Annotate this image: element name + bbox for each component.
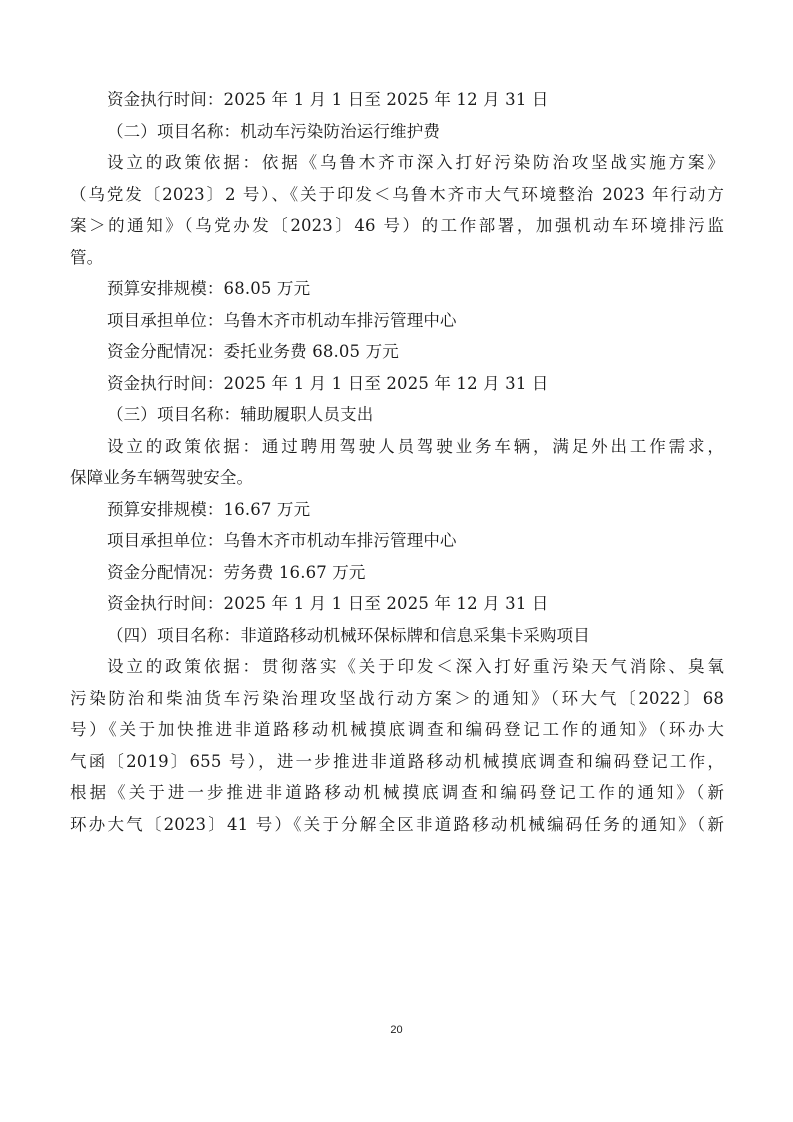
text-line-project-4-basis-cont-5: 环办大气〔2023〕41 号）《关于分解全区非道路移动机械编码任务的通知》（新 bbox=[70, 814, 724, 834]
text-line-project-2-basis-cont-3: 管。 bbox=[70, 247, 104, 267]
text-line-execution-time-1: 资金执行时间：2025 年 1 月 1 日至 2025 年 12 月 31 日 bbox=[107, 90, 549, 109]
page-number: 20 bbox=[390, 1024, 403, 1036]
text-line-project-2-basis: 设立的政策依据：依据《乌鲁木齐市深入打好污染防治攻坚战实施方案》 bbox=[107, 153, 724, 172]
text-line-project-2-unit: 项目承担单位：乌鲁木齐市机动车排污管理中心 bbox=[107, 310, 457, 330]
text-line-project-4-title: （四）项目名称：非道路移动机械环保标牌和信息采集卡采购项目 bbox=[107, 625, 590, 645]
text-line-project-4-basis-cont-3: 气函〔2019〕655 号），进一步推进非道路移动机械摸底调查和编码登记工作， bbox=[70, 751, 724, 771]
text-line-project-3-allocation: 资金分配情况：劳务费 16.67 万元 bbox=[107, 562, 366, 582]
text-line-project-2-execution-time: 资金执行时间：2025 年 1 月 1 日至 2025 年 12 月 31 日 bbox=[107, 373, 549, 393]
text-line-project-2-title: （二）项目名称：机动车污染防治运行维护费 bbox=[107, 121, 440, 141]
text-line-project-3-budget: 预算安排规模：16.67 万元 bbox=[107, 499, 311, 519]
text-line-project-3-unit: 项目承担单位：乌鲁木齐市机动车排污管理中心 bbox=[107, 531, 457, 550]
text-line-project-4-basis-cont-2: 号）《关于加快推进非道路移动机械摸底调查和编码登记工作的通知》（环办大 bbox=[70, 720, 724, 739]
text-line-project-3-basis-cont: 保障业务车辆驾驶安全。 bbox=[70, 468, 254, 487]
text-line-project-4-basis-cont-1: 污染防治和柴油货车污染治理攻坚战行动方案＞的通知》（环大气〔2022〕68 bbox=[70, 688, 724, 708]
text-line-project-3-execution-time: 资金执行时间：2025 年 1 月 1 日至 2025 年 12 月 31 日 bbox=[107, 594, 549, 613]
document-body bbox=[70, 84, 724, 840]
text-line-project-3-title: （三）项目名称：辅助履职人员支出 bbox=[107, 405, 374, 424]
text-line-project-4-basis-cont-4: 根据《关于进一步推进非道路移动机械摸底调查和编码登记工作的通知》（新 bbox=[70, 783, 724, 802]
text-line-project-2-basis-cont-2: 案＞的通知》（乌党办发〔2023〕46 号）的工作部署，加强机动车环境排污监 bbox=[70, 216, 724, 235]
text-line-project-2-basis-cont-1: （乌党发〔2023〕2 号）、《关于印发＜乌鲁木齐市大气环境整治 2023 年行动方 bbox=[70, 184, 724, 204]
text-line-project-3-basis: 设立的政策依据：通过聘用驾驶人员驾驶业务车辆，满足外出工作需求， bbox=[107, 436, 724, 456]
text-line-project-2-budget: 预算安排规模：68.05 万元 bbox=[107, 279, 311, 298]
text-line-project-4-basis: 设立的政策依据：贯彻落实《关于印发＜深入打好重污染天气消除、臭氧 bbox=[107, 657, 724, 676]
text-line-project-2-allocation: 资金分配情况：委托业务费 68.05 万元 bbox=[107, 342, 399, 361]
